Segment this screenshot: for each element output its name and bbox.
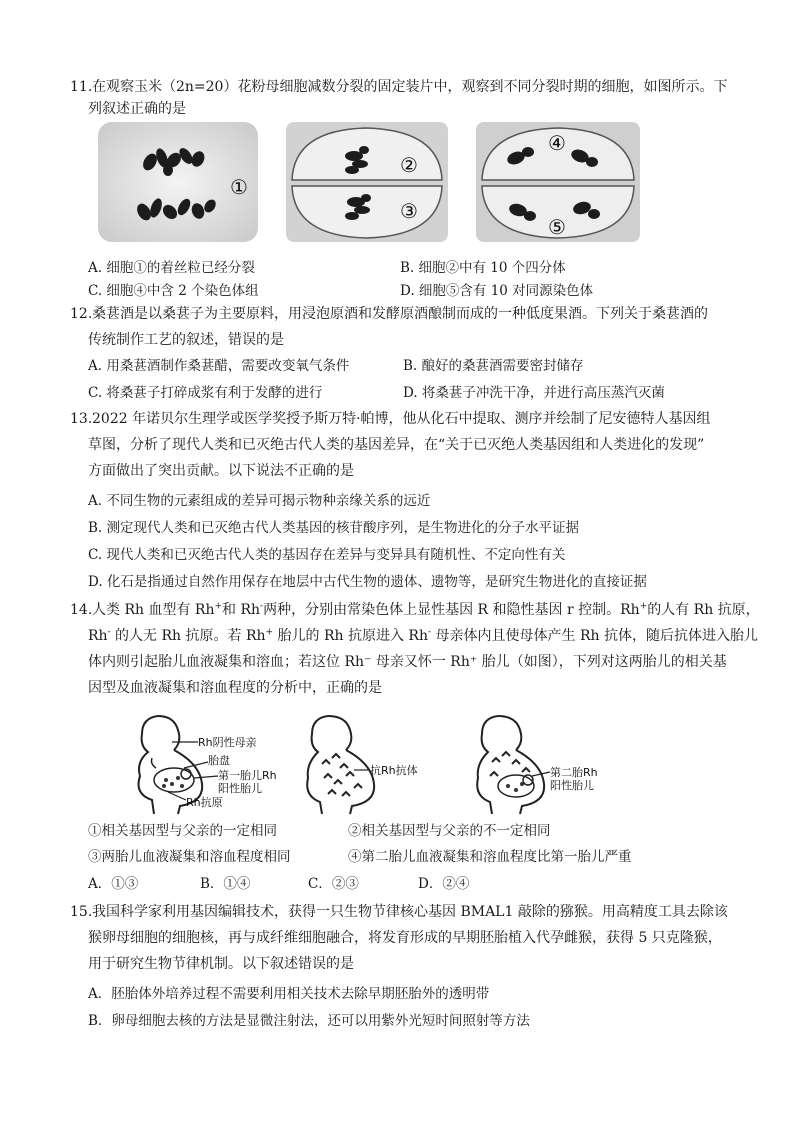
micrograph-cells-2-3 xyxy=(286,122,448,242)
q11-stem-line2: 列叙述正确的是 xyxy=(88,101,186,117)
cell-label-4: ④ xyxy=(548,131,566,155)
q12-option-a[interactable]: A. 用桑葚酒制作桑葚醋，需要改变氧气条件 xyxy=(88,358,350,374)
q14-option-b[interactable]: B．①④ xyxy=(200,876,251,892)
q13-stem-line1: 2022 年诺贝尔生理学或医学奖授予斯万特·帕博，他从化石中提取、测序并绘制了尼安德特人基因组 xyxy=(92,411,711,427)
cell-label-1: ① xyxy=(230,175,248,199)
q14-statement-2: ②相关基因型与父亲的不一定相同 xyxy=(348,823,551,839)
q13-option-c[interactable]: C. 现代人类和已灭绝古代人类的基因存在差异与变异具有随机性、不定向性有关 xyxy=(88,547,566,563)
q14-stem-line4: 因型及血液凝集和溶血程度的分析中，正确的是 xyxy=(88,680,382,696)
q15-stem-line2: 猴卵母细胞的细胞核，再与成纤维细胞融合，将发育形成的早期胚胎植入代孕雌猴，获得 5 只克隆猴， xyxy=(88,930,722,946)
q11-option-c[interactable]: C. 细胞④中含 2 个染色体组 xyxy=(88,283,259,299)
cell-label-3: ③ xyxy=(400,199,418,223)
cell-label-2: ② xyxy=(400,153,418,177)
label-rh-negative-mother: Rh阴性母亲 xyxy=(198,736,257,749)
label-first-fetus-2: 阳性胎儿 xyxy=(218,782,262,795)
q14-number: 14. xyxy=(70,602,93,618)
q15-stem-line3: 用于研究生物节律机制。以下叙述错误的是 xyxy=(88,956,354,972)
q15-stem-line1: 我国科学家利用基因编辑技术，获得一只生物节律核心基因 BMAL1 敲除的猕猴。用高精度工具去除该 xyxy=(92,904,728,920)
q14-stem-line2: Rh- 的人无 Rh 抗原。若 Rh+ 胎儿的 Rh 抗原进入 Rh- 母亲体内且使母体产生 Rh 抗体，随后抗体进入胎儿 xyxy=(88,627,758,644)
q14-statement-3: ③两胎儿血液凝集和溶血程度相同 xyxy=(88,849,291,865)
q12-option-d[interactable]: D. 将桑葚子冲洗干净，并进行高压蒸汽灭菌 xyxy=(403,385,665,401)
q13-option-d[interactable]: D. 化石是指通过自然作用保存在地层中古代生物的遗体、遗物等，是研究生物进化的直接证据 xyxy=(88,574,647,590)
q11-option-a[interactable]: A. 细胞①的着丝粒已经分裂 xyxy=(88,260,255,276)
q14-stem-line1: 人类 Rh 血型有 Rh+和 Rh-两种，分别由常染色体上显性基因 R 和隐性基因 r 控制。Rh+的人有 Rh 抗原， xyxy=(92,601,760,618)
q14-option-c[interactable]: C．②③ xyxy=(308,876,359,892)
q11-option-d[interactable]: D. 细胞⑤含有 10 对同源染色体 xyxy=(400,283,594,299)
q12-stem-line1: 桑葚酒是以桑葚子为主要原料，用浸泡原酒和发酵原酒酿制而成的一种低度果酒。下列关于桑葚酒的 xyxy=(92,306,708,322)
q11-number: 11. xyxy=(70,79,93,95)
q15-number: 15. xyxy=(70,904,93,920)
label-anti-rh-antibody: 抗Rh抗体 xyxy=(370,764,418,777)
cell-label-5: ⑤ xyxy=(548,215,566,239)
q14-option-a[interactable]: A．①③ xyxy=(88,876,139,892)
q12-option-c[interactable]: C. 将桑葚子打碎成浆有利于发酵的进行 xyxy=(88,385,323,401)
q15-option-b[interactable]: B．卵母细胞去核的方法是显微注射法，还可以用紫外光短时间照射等方法 xyxy=(88,1013,530,1029)
q13-option-a[interactable]: A. 不同生物的元素组成的差异可揭示物种亲缘关系的远近 xyxy=(88,493,431,509)
q14-option-d[interactable]: D．②④ xyxy=(418,876,470,892)
label-second-fetus-1: 第二胎Rh xyxy=(550,766,598,779)
label-first-fetus-1: 第一胎儿Rh xyxy=(218,769,277,782)
q13-stem-line2: 草图，分析了现代人类和已灭绝古代人类的基因差异，在“关于已灭绝人类基因组和人类进化的发现” xyxy=(88,437,705,453)
q12-option-b[interactable]: B. 酿好的桑葚酒需要密封储存 xyxy=(403,358,584,374)
q13-option-b[interactable]: B. 测定现代人类和已灭绝古代人类基因的核苷酸序列，是生物进化的分子水平证据 xyxy=(88,520,580,536)
q15-option-a[interactable]: A．胚胎体外培养过程不需要利用相关技术去除早期胚胎外的透明带 xyxy=(88,986,490,1002)
micrograph-cell-1 xyxy=(98,122,258,242)
q14-statement-1: ①相关基因型与父亲的一定相同 xyxy=(88,823,277,839)
label-placenta: 胎盘 xyxy=(208,754,230,767)
rh-pregnancy-figure xyxy=(118,706,678,818)
q13-number: 13. xyxy=(70,411,93,427)
q14-statement-4: ④第二胎儿血液凝集和溶血程度比第一胎儿严重 xyxy=(348,849,632,865)
q13-stem-line3: 方面做出了突出贡献。以下说法不正确的是 xyxy=(88,463,354,479)
label-second-fetus-2: 阳性胎儿 xyxy=(550,779,594,792)
q12-number: 12. xyxy=(70,306,93,322)
label-rh-antigen: Rh抗原 xyxy=(186,796,223,809)
q12-stem-line2: 传统制作工艺的叙述，错误的是 xyxy=(88,332,284,348)
q11-option-b[interactable]: B. 细胞②中有 10 个四分体 xyxy=(400,260,566,276)
q11-stem-line1: 在观察玉米（2n=20）花粉母细胞减数分裂的固定装片中，观察到不同分裂时期的细胞，如图所示。下 xyxy=(92,79,728,95)
micrograph-cells-4-5 xyxy=(476,122,640,242)
q14-stem-line3: 体内则引起胎儿血液凝集和溶血；若这位 Rh⁻ 母亲又怀一 Rh⁺ 胎儿（如图），下列对这两胎儿的相关基 xyxy=(88,654,727,670)
